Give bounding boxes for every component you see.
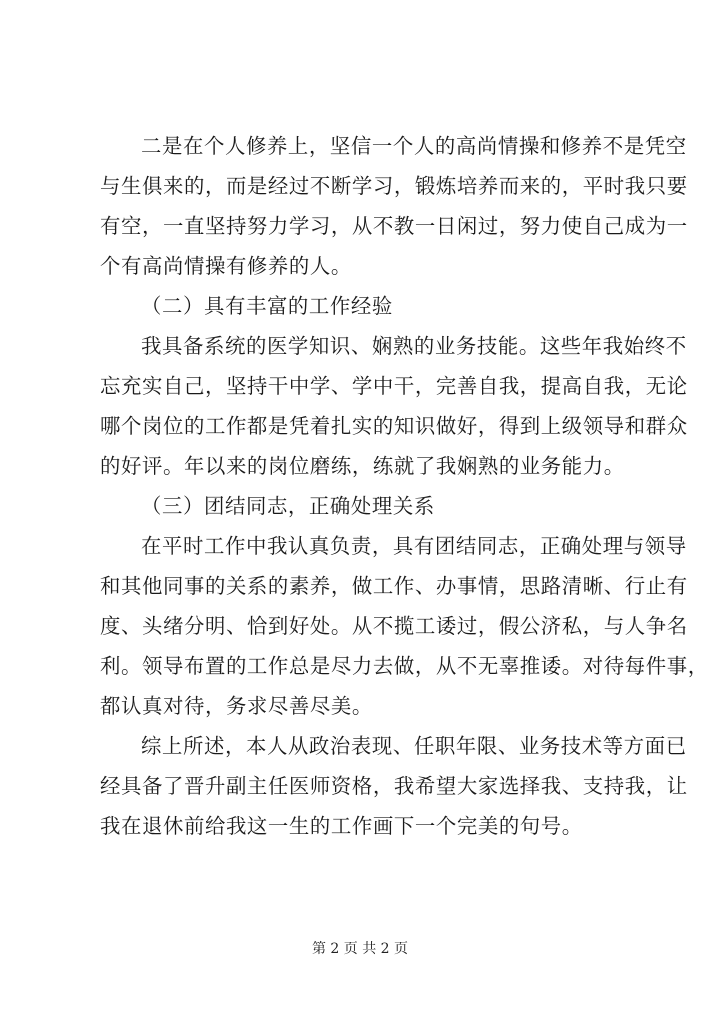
paragraph-personal-cultivation — [100, 126, 688, 286]
paragraph-line: 我在退休前给我这一生的工作画下一个完美的句号。 — [100, 814, 583, 838]
paragraph-line: 忘充实自己，坚持干中学、学中干，完善自我，提高自我，无论 — [100, 374, 688, 398]
document-body — [100, 126, 709, 846]
paragraph-line: 哪个岗位的工作都是凭着扎实的知识做好，得到上级领导和群众 — [100, 414, 688, 438]
paragraph-line: 有空，一直坚持努力学习，从不教一日闲过，努力使自己成为一 — [100, 214, 688, 238]
page-number-footer: 第 2 页 共 2 页 — [311, 941, 409, 957]
paragraph-work-experience — [100, 326, 688, 486]
paragraph-line: 度、头绪分明、恰到好处。从不揽工诿过，假公济私，与人争名 — [100, 614, 688, 638]
section-heading-work-experience: （二）具有丰富的工作经验 — [141, 294, 393, 318]
paragraph-conclusion — [100, 726, 688, 846]
paragraph-line: 二是在个人修养上，坚信一个人的高尚情操和修养不是凭空 — [141, 134, 687, 158]
paragraph-line: 在平时工作中我认真负责，具有团结同志，正确处理与领导 — [141, 534, 687, 558]
paragraph-line: 综上所述，本人从政治表现、任职年限、业务技术等方面已 — [141, 734, 687, 758]
paragraph-line: 利。领导布置的工作总是尽力去做，从不无辜推诿。对待每件事， — [100, 654, 709, 678]
paragraph-line: 与生俱来的，而是经过不断学习，锻炼培养而来的，平时我只要 — [100, 174, 688, 198]
paragraph-line: 和其他同事的关系的素养，做工作、办事情，思路清晰、行止有 — [100, 574, 688, 598]
paragraph-line: 的好评。年以来的岗位磨练，练就了我娴熟的业务能力。 — [100, 454, 625, 478]
paragraph-teamwork — [100, 526, 709, 726]
paragraph-line: 个有高尚情操有修养的人。 — [100, 254, 352, 278]
paragraph-line: 经具备了晋升副主任医师资格，我希望大家选择我、支持我，让 — [100, 774, 688, 798]
section-heading-teamwork: （三）团结同志，正确处理关系 — [141, 494, 435, 518]
paragraph-line: 我具备系统的医学知识、娴熟的业务技能。这些年我始终不 — [141, 334, 687, 358]
paragraph-line: 都认真对待，务求尽善尽美。 — [100, 694, 373, 718]
